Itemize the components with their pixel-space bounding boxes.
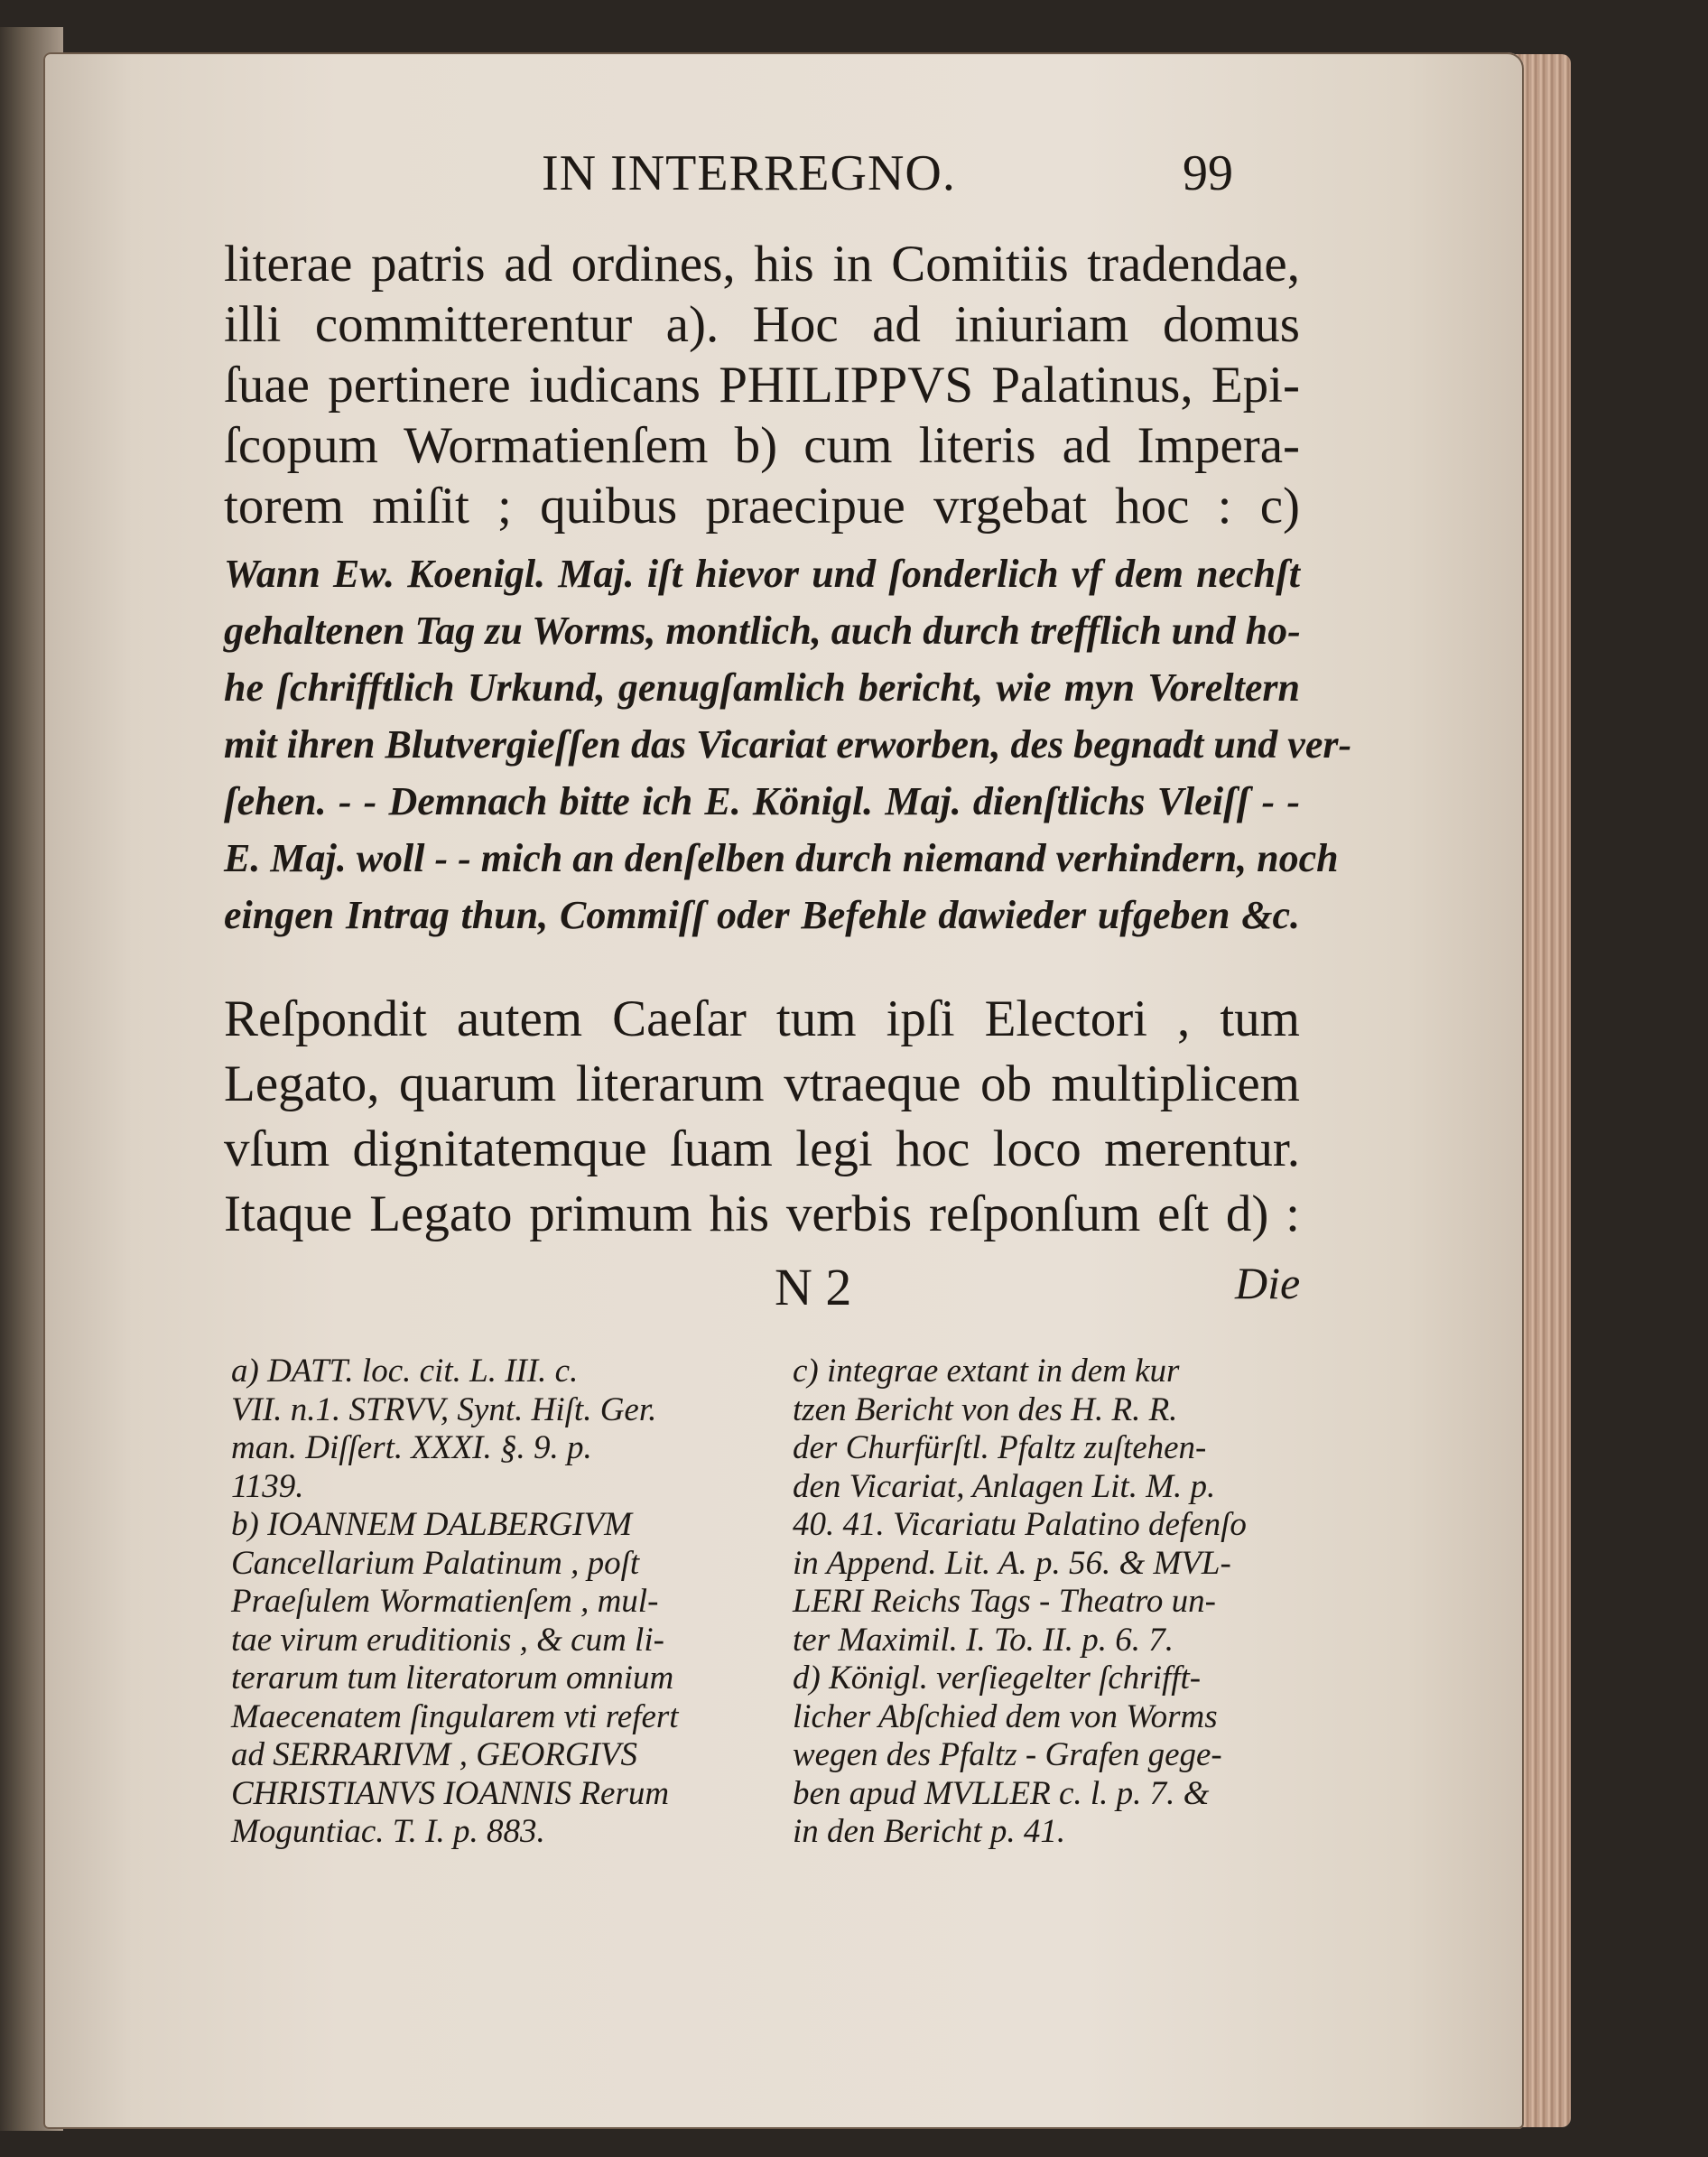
footnote-line: tzen Bericht von des H. R. R. xyxy=(793,1390,1178,1428)
body-line: Itaque Legato primum his verbis reſponſum eſt d) : xyxy=(224,1185,1300,1242)
footnote-line: den Vicariat, Anlagen Lit. M. p. xyxy=(793,1467,1216,1505)
catchword: Die xyxy=(1235,1258,1301,1308)
footnote-line: CHRISTIANVS IOANNIS Rerum xyxy=(231,1774,670,1812)
body-line: Reſpondit autem Caeſar tum ipſi Electori , tum xyxy=(224,990,1300,1047)
body-line: torem miſit ; quibus praecipue vrgebat hoc : c) xyxy=(224,478,1300,535)
body-line: ſcopum Wormatienſem b) cum literis ad Impera- xyxy=(224,417,1300,474)
footnote-line: der Churfürſtl. Pfaltz zuſtehen- xyxy=(793,1429,1207,1466)
footnote-line: Moguntiac. T. I. p. 883. xyxy=(231,1813,545,1850)
footnote-line: Praeſulem Wormatienſem , mul- xyxy=(231,1583,659,1620)
body-line: vſum dignitatemque ſuam legi hoc loco merentur. xyxy=(224,1120,1300,1177)
footnote-line: ben apud MVLLER c. l. p. 7. & xyxy=(793,1774,1210,1812)
quotation-line: ſehen. - - Demnach bitte ich E. Königl. Maj. dienſtlichs Vleiſſ - - xyxy=(224,779,1300,823)
quotation-line: Wann Ew. Koenigl. Maj. iſt hievor und ſonderlich vf dem nechſt xyxy=(224,552,1300,596)
body-line: illi committerentur a). Hoc ad iniuriam domus xyxy=(224,296,1300,353)
footnote-line: terarum tum literatorum omnium xyxy=(231,1660,674,1697)
footnote-line: d) Königl. verſiegelter ſchrifft- xyxy=(793,1660,1202,1697)
footnotes-right xyxy=(793,1353,1298,1852)
footnote-line: ter Maximil. I. To. II. p. 6. 7. xyxy=(793,1621,1174,1659)
footnote-line: a) DATT. loc. cit. L. III. c. xyxy=(231,1353,579,1390)
footnote-line: wegen des Pfaltz - Grafen gege- xyxy=(793,1736,1222,1773)
footnote-line: 40. 41. Vicariatu Palatino defenſo xyxy=(793,1506,1247,1543)
quotation-line: mit ihren Blutvergieſſen das Vicariat erworben, des begnadt und ver- xyxy=(224,722,1352,767)
footnote-line: c) integrae extant in dem kur xyxy=(793,1353,1180,1390)
footnote-line: VII. n.1. STRVV, Synt. Hiſt. Ger. xyxy=(231,1390,657,1428)
page-number: 99 xyxy=(1183,145,1233,201)
footnote-line: in den Bericht p. 41. xyxy=(793,1813,1066,1850)
footnote-line: Cancellarium Palatinum , poſt xyxy=(231,1544,640,1582)
footnote-line: LERI Reichs Tags - Theatro un- xyxy=(793,1583,1217,1620)
footnote-line: ad SERRARIVM , GEORGIVS xyxy=(231,1736,638,1773)
body-line: literae patris ad ordines, his in Comitiis tradendae, xyxy=(224,236,1300,293)
quotation-line: he ſchrifftlich Urkund, genugſamlich bericht, wie myn Voreltern xyxy=(224,665,1300,710)
footnote-line: 1139. xyxy=(231,1467,304,1505)
footnote-line: b) IOANNEM DALBERGIVM xyxy=(231,1506,632,1543)
footnotes-left xyxy=(231,1353,737,1852)
quotation-line: eingen Intrag thun, Commiſſ oder Befehle dawieder ufgeben &c. xyxy=(224,893,1300,937)
footnote-line: licher Abſchied dem von Worms xyxy=(793,1697,1218,1735)
running-head: IN INTERREGNO. xyxy=(542,145,956,201)
footnote-line: in Append. Lit. A. p. 56. & MVL- xyxy=(793,1544,1231,1582)
body-line: Legato, quarum literarum vtraeque ob multiplicem xyxy=(224,1055,1300,1112)
body-line: ſuae pertinere iudicans PHILIPPVS Palatinus, Epi- xyxy=(224,357,1300,414)
quotation-line: gehaltenen Tag zu Worms, montlich, auch durch trefflich und ho- xyxy=(224,609,1301,653)
signature-mark: N 2 xyxy=(775,1258,852,1316)
footnote-line: tae virum eruditionis , & cum li- xyxy=(231,1621,664,1659)
footnote-line: Maecenatem ſingularem vti refert xyxy=(231,1697,679,1735)
quotation-line: E. Maj. woll - - mich an denſelben durch niemand verhindern, noch xyxy=(224,836,1339,880)
footnote-line: man. Diſſert. XXXI. §. 9. p. xyxy=(231,1429,592,1466)
